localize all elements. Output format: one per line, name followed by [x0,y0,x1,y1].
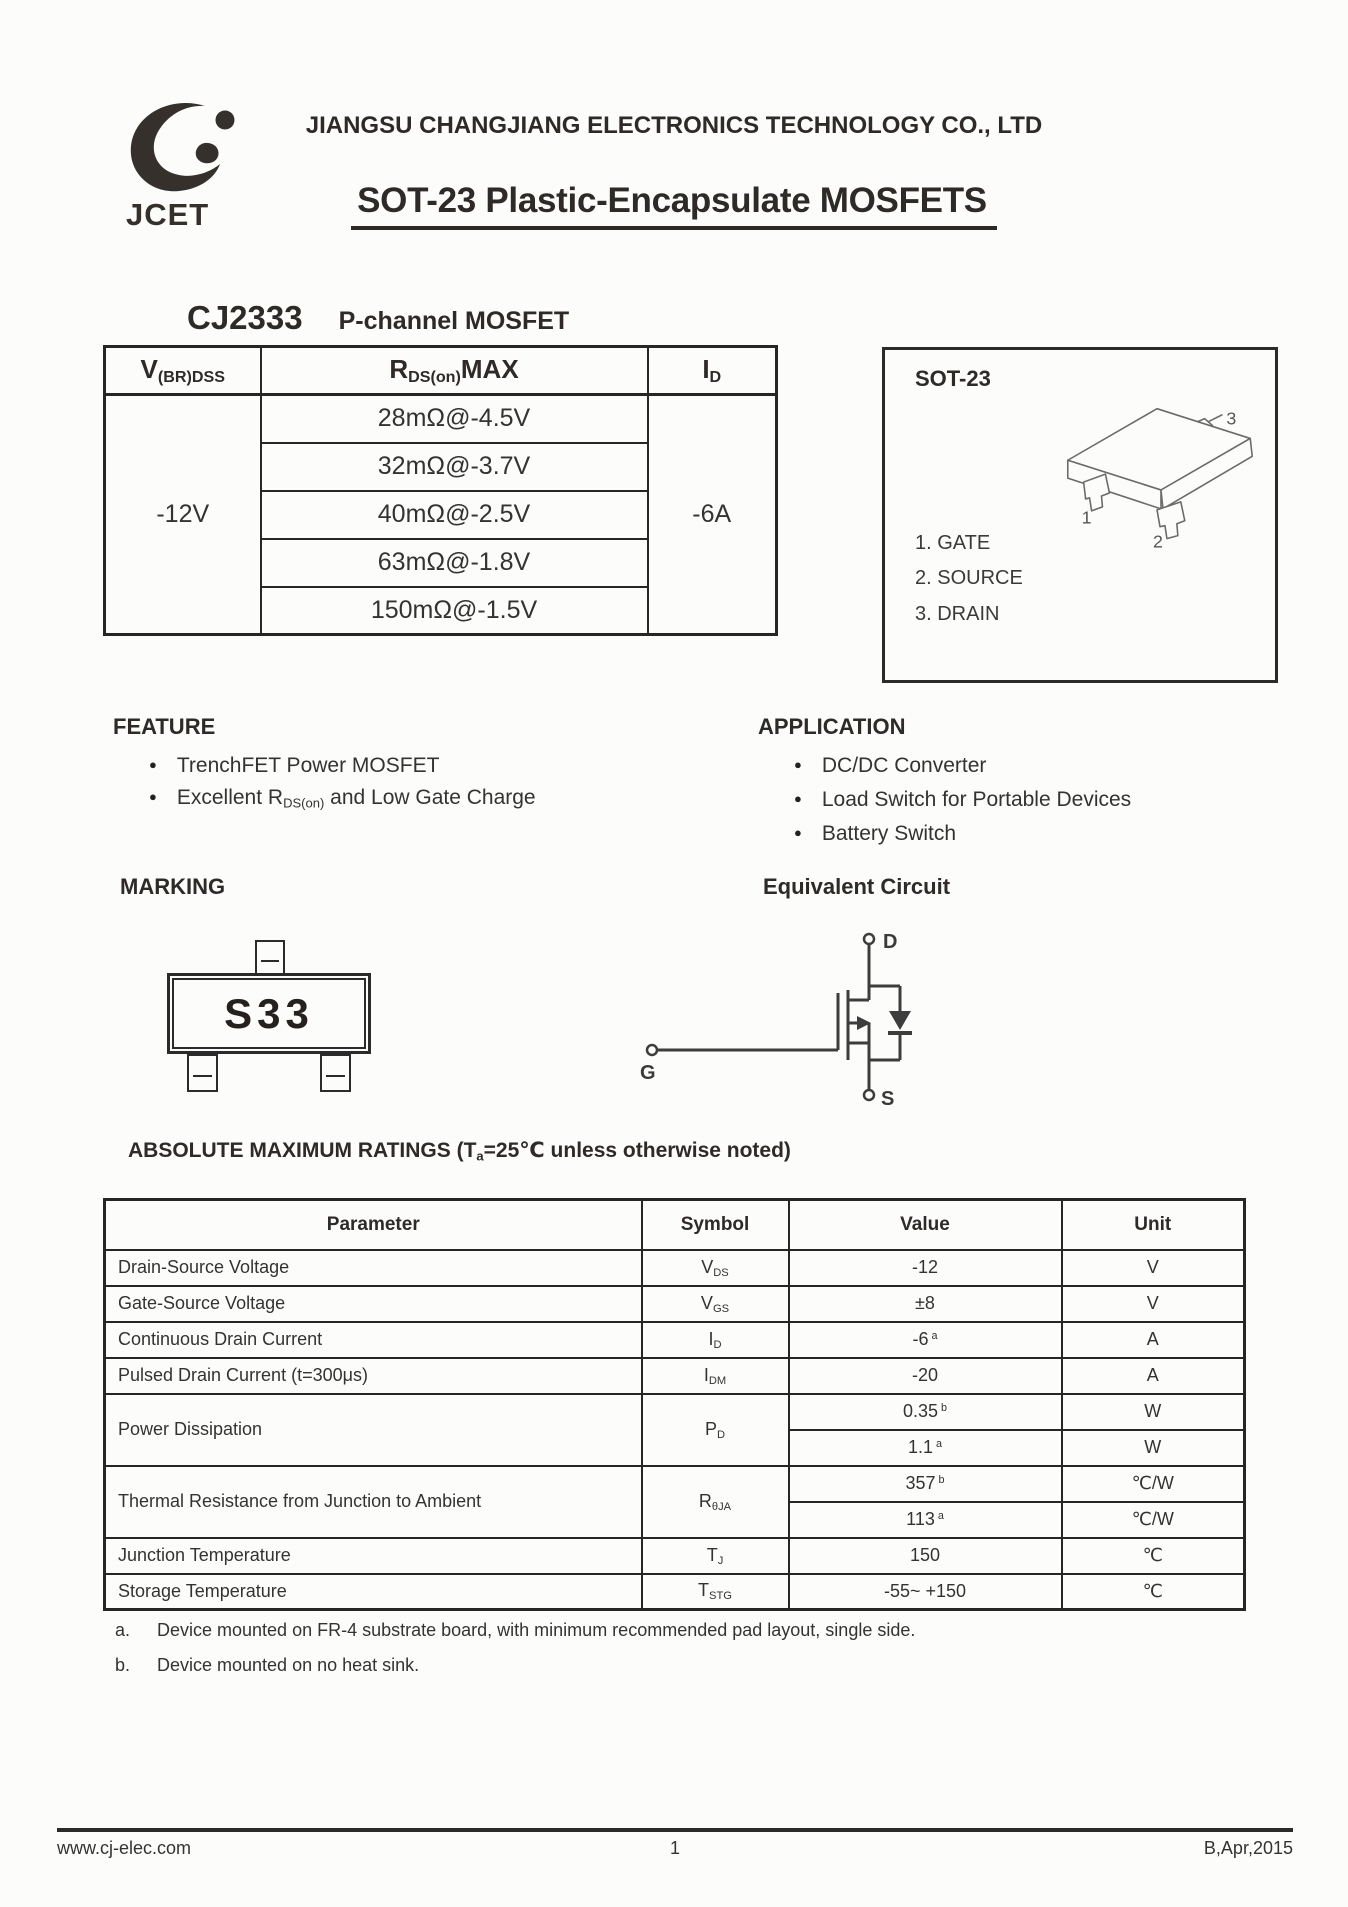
feature-title: FEATURE [113,714,216,739]
bullet-icon: ● [794,791,802,806]
spec-rdson-value: 40mΩ@-2.5V [261,491,648,539]
feature-item [113,754,536,786]
package-drawing-icon [1040,390,1278,590]
gate-terminal [647,1045,657,1055]
marking-top-lead [255,940,285,976]
footer-page-number: 1 [669,1838,680,1858]
spec-row [105,395,777,443]
ratings-title: ABSOLUTE MAXIMUM RATINGS ($T_a=25℃$ unless otherwise noted) [128,1139,791,1164]
ratings-row-tstg: Storage Temperature $T_{STG}$ -55~ +150 ℃ [105,1574,1245,1610]
marking-title: MARKING [120,874,226,899]
spec-rdson-value: 32mΩ@-3.7V [261,443,648,491]
ratings-row-id: Continuous Drain Current $I_D$ -6 $^a$ A [105,1322,1245,1358]
bullet-icon: ● [794,825,802,840]
pin-drain-label: 3. DRAIN [915,603,1000,625]
ratings-row-vgs: Gate-Source Voltage $V_{GS}$ ±8 V [105,1286,1245,1322]
footer-rule [57,1828,1293,1832]
application-item-text: DC/DC Converter [821,754,987,777]
pin-gate-label: 1. GATE [915,532,991,554]
footer-revision: B,Apr,2015 [1203,1838,1293,1858]
part-number: CJ2333 [187,299,303,336]
ratings-header-row [105,1200,1245,1250]
application-section [758,714,1131,856]
feature-item-text: TrenchFET Power MOSFET [176,754,440,777]
ratings-col-symbol: Symbol [642,1200,789,1250]
package-name: SOT-23 [915,366,991,391]
bullet-icon: ● [149,757,157,772]
gate-label: G [640,1062,656,1084]
feature-item-text: Excellent $R_{DS(on)}$ and Low Gate Charge [176,786,536,811]
package-pin1-number: 1 [1081,507,1092,528]
source-terminal [864,1090,874,1100]
note-a [115,1620,915,1641]
ratings-row-vds: Drain-Source Voltage $V_{DS}$ -12 V [105,1250,1245,1286]
application-item-text: Load Switch for Portable Devices [821,788,1132,811]
application-item-text: Battery Switch [821,822,957,845]
spec-vbrdss-value: -12V [105,395,261,635]
doc-title: SOT-23 Plastic-Encapsulate MOSFETS [351,181,997,230]
drain-terminal [864,934,874,944]
marking-bottom-right-lead [320,1054,351,1092]
application-item [758,754,1131,788]
package-pin2-number: 2 [1153,531,1163,552]
feature-section [113,714,536,818]
application-item [758,788,1131,822]
equivalent-circuit-diagram [630,915,950,1125]
doc-title-wrap [0,181,1348,230]
company-name: JIANGSU CHANGJIANG ELECTRONICS TECHNOLOGY CO., LTD [305,112,1043,139]
note-b-text: Device mounted on no heat sink. [157,1655,420,1675]
ratings-row-pd-1: Power Dissipation $P_D$ 0.35 $^b$ W [105,1394,1245,1430]
ratings-row-idm: Pulsed Drain Current (t=300μs) $I_{DM}$ -20 A [105,1358,1245,1394]
package-box [882,347,1278,683]
pin-source-label: 2. SOURCE [915,567,1023,589]
spec-table [103,345,778,636]
drain-label: D [883,931,898,953]
logo-text: JCET [126,197,210,232]
marking-code: S33 [224,989,314,1037]
spec-col-vbrdss: $V_{(BR)DSS}$ [105,347,261,395]
footer-website: www.cj-elec.com [57,1838,192,1858]
application-title: APPLICATION [758,714,906,739]
spec-rdson-value: 28mΩ@-4.5V [261,395,648,443]
source-label: S [881,1088,895,1110]
ratings-row-rthja-1: Thermal Resistance from Junction to Ambient $R_{\theta JA}$ 357 $^b$ ℃/W [105,1466,1245,1502]
note-a-label: a. [115,1620,131,1640]
application-item [758,822,1131,856]
marking-bottom-left-lead [187,1054,218,1092]
spec-col-rdson: $R_{DS(on)}MAX$ [261,347,648,395]
bullet-icon: ● [794,757,802,772]
feature-item [113,786,536,818]
ratings-col-parameter: Parameter [105,1200,642,1250]
note-b [115,1655,419,1676]
marking-body [167,973,371,1054]
package-pin3-number: 3 [1226,408,1237,429]
equivalent-circuit-title: Equivalent Circuit [763,874,951,899]
spec-header-row [105,347,777,395]
bullet-icon: ● [149,789,157,804]
logo-comma [196,143,219,163]
ratings-row-rthja-2: 113 $^a$ ℃/W [105,1502,1245,1538]
ratings-col-unit: Unit [1062,1200,1245,1250]
ratings-row-pd-2: 1.1 $^a$ W [105,1430,1245,1466]
ratings-row-tj: Junction Temperature $T_J$ 150 ℃ [105,1538,1245,1574]
note-b-label: b. [115,1655,131,1675]
ratings-table [103,1198,1246,1611]
package-lead-3-tip [1209,415,1223,422]
part-heading [187,299,569,337]
spec-col-id: $I_D$ [648,347,777,395]
spec-rdson-value: 150mΩ@-1.5V [261,587,648,635]
footer [57,1838,1293,1859]
spec-rdson-value: 63mΩ@-1.8V [261,539,648,587]
part-family: P-channel MOSFET [338,307,570,335]
spec-id-value: -6A [648,395,777,635]
diode-triangle-icon [889,1011,911,1030]
note-a-text: Device mounted on FR-4 substrate board, with minimum recommended pad layout, single side. [157,1620,916,1640]
marking-diagram [167,940,371,1092]
ratings-col-value: Value [789,1200,1062,1250]
